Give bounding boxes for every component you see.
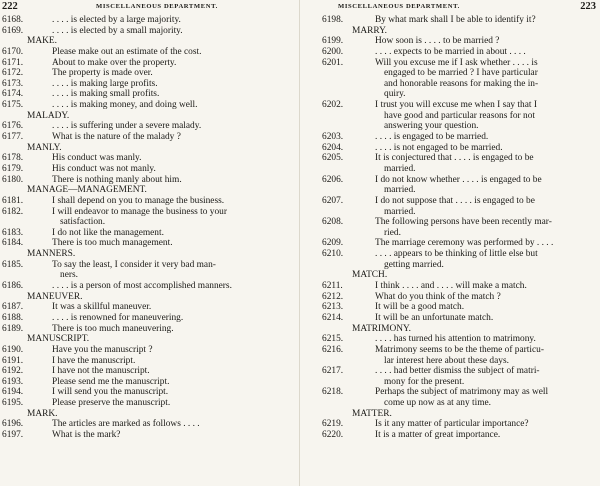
phrase-entry: [0, 313, 296, 324]
entry-number: 6171.: [2, 57, 24, 68]
entry-text: mony for the present.: [384, 376, 465, 387]
phrase-entry: [304, 302, 600, 313]
entry-number: 6179.: [2, 163, 24, 174]
entry-text: . . . . had better dismiss the subject of matri-: [375, 366, 540, 377]
phrase-entry: [0, 164, 296, 175]
entry-text: The marriage ceremony was performed by . . . .: [375, 238, 554, 249]
phrase-entry: [304, 430, 600, 441]
entry-number: 6204.: [322, 142, 344, 153]
phrase-entry: [0, 58, 296, 69]
entry-text: Have you the manuscript ?: [52, 344, 153, 355]
entry-number: 6197.: [2, 429, 24, 440]
entry-text: What is the nature of the malady ?: [52, 132, 181, 143]
entry-number: 6205.: [322, 153, 344, 164]
entry-text: Please make out an estimate of the cost.: [52, 46, 202, 57]
entry-text: About to make over the property.: [52, 57, 177, 68]
entry-number: 6174.: [2, 89, 24, 100]
entry-text: It is a matter of great importance.: [375, 429, 501, 440]
entry-number: 6184.: [2, 238, 24, 249]
entry-continuation: [304, 398, 600, 409]
entry-text: . . . . is making large profits.: [52, 78, 158, 89]
phrase-entry: [304, 419, 600, 430]
entry-text: married.: [384, 163, 416, 174]
phrase-entry: [304, 100, 600, 111]
entry-number: 6213.: [322, 302, 344, 313]
entry-continuation: [304, 377, 600, 388]
heading-text: MANEUVER.: [27, 291, 83, 302]
entry-text: Please preserve the manuscript.: [52, 398, 171, 409]
entry-text: satisfaction.: [60, 217, 106, 228]
phrase-list: [304, 15, 600, 441]
entry-number: 6214.: [322, 312, 344, 323]
entry-number: 6186.: [2, 281, 24, 292]
entry-number: 6168.: [2, 15, 24, 25]
entry-number: 6217.: [322, 366, 344, 377]
entry-text: married.: [384, 185, 416, 196]
entry-number: 6200.: [322, 46, 344, 57]
entry-number: 6188.: [2, 312, 24, 323]
entry-number: 6208.: [322, 217, 344, 228]
entry-text: lar interest here about these days.: [384, 355, 509, 366]
entry-number: 6176.: [2, 121, 24, 132]
phrase-list: [0, 15, 296, 441]
left-page: [0, 0, 296, 486]
entry-text: come up now as at any time.: [384, 398, 492, 409]
entry-number: 6210.: [322, 249, 344, 260]
phrase-entry: [0, 238, 296, 249]
entry-text: I do not know whether . . . . is engaged to be: [375, 174, 542, 185]
phrase-entry: [0, 377, 296, 388]
entry-text: . . . . is not engaged to be married.: [375, 142, 503, 153]
phrase-entry: [304, 345, 600, 356]
phrase-entry: [304, 47, 600, 58]
entry-text: The articles are marked as follows . . . .: [52, 419, 200, 430]
section-heading: [0, 143, 296, 154]
phrase-entry: [304, 281, 600, 292]
entry-number: 6194.: [2, 387, 24, 398]
entry-text: have good and particular reasons for not: [384, 110, 535, 121]
entry-continuation: [304, 207, 600, 218]
phrase-entry: [304, 334, 600, 345]
entry-text: Matrimony seems to be the theme of particu-: [375, 344, 544, 355]
heading-text: MATRIMONY.: [352, 323, 411, 334]
phrase-entry: [0, 121, 296, 132]
entry-continuation: [304, 111, 600, 122]
entry-number: 6202.: [322, 100, 344, 111]
entry-number: 6177.: [2, 132, 24, 143]
phrase-entry: [0, 175, 296, 186]
phrase-entry: [304, 15, 600, 26]
entry-text: and honorable reasons for making the in-: [384, 78, 539, 89]
right-page: [304, 0, 600, 486]
phrase-entry: [0, 324, 296, 335]
entry-text: . . . . is renowned for maneuvering.: [52, 312, 184, 323]
entry-continuation: [304, 121, 600, 132]
entry-text: I do not like the management.: [52, 227, 164, 238]
entry-number: 6183.: [2, 227, 24, 238]
heading-text: MANUSCRIPT.: [27, 334, 90, 345]
phrase-entry: [304, 132, 600, 143]
entry-text: There is too much maneuvering.: [52, 323, 174, 334]
running-title: MISCELLANEOUS DEPARTMENT.: [338, 3, 460, 10]
page-number: 223: [580, 1, 596, 12]
entry-text: It was a skillful maneuver.: [52, 302, 152, 313]
entry-number: 6173.: [2, 78, 24, 89]
entry-text: Will you excuse me if I ask whether . . . . is: [375, 57, 538, 68]
entry-text: To say the least, I consider it very bad man-: [52, 259, 216, 270]
entry-text: What is the mark?: [52, 429, 121, 440]
entry-text: What do you think of the match ?: [375, 291, 501, 302]
page-gutter: [299, 0, 300, 486]
entry-number: 6207.: [322, 195, 344, 206]
entry-text: . . . . is suffering under a severe malady.: [52, 121, 202, 132]
entry-number: 6193.: [2, 376, 24, 387]
entry-text: . . . . expects to be married in about . . . .: [375, 46, 526, 57]
entry-text: It is conjectured that . . . . is engaged to be: [375, 153, 534, 164]
section-heading: [0, 292, 296, 303]
entry-continuation: [304, 164, 600, 175]
entry-text: I shall depend on you to manage the business.: [52, 195, 225, 206]
section-heading: [0, 111, 296, 122]
heading-text: MAKE.: [27, 36, 57, 47]
entry-number: 6175.: [2, 100, 24, 111]
entry-continuation: [304, 260, 600, 271]
entry-text: The property is made over.: [52, 68, 153, 79]
entry-text: There is too much management.: [52, 238, 173, 249]
page-number: 222: [2, 1, 18, 12]
entry-text: . . . . is making money, and doing well.: [52, 100, 198, 111]
entry-text: . . . . has turned his attention to matrimony.: [375, 334, 536, 345]
phrase-entry: [304, 175, 600, 186]
phrase-entry: [0, 281, 296, 292]
phrase-entry: [304, 58, 600, 69]
entry-continuation: [304, 228, 600, 239]
phrase-entry: [0, 89, 296, 100]
heading-text: MATTER.: [352, 408, 392, 419]
phrase-entry: [0, 79, 296, 90]
section-heading: [0, 249, 296, 260]
phrase-entry: [304, 313, 600, 324]
entry-number: 6191.: [2, 355, 24, 366]
heading-text: MARRY.: [352, 25, 387, 36]
entry-number: 6198.: [322, 15, 344, 25]
phrase-entry: [304, 153, 600, 164]
entry-text: engaged to be married ? I have particular: [384, 68, 538, 79]
heading-text: MATCH.: [352, 270, 388, 281]
entry-continuation: [304, 89, 600, 100]
entry-text: . . . . is engaged to be married.: [375, 132, 489, 143]
heading-text: MANLY.: [27, 142, 62, 153]
entry-continuation: [0, 270, 296, 281]
phrase-entry: [0, 419, 296, 430]
heading-text: MARK.: [27, 408, 58, 419]
section-heading: [304, 270, 600, 281]
phrase-entry: [0, 260, 296, 271]
entry-text: Is it any matter of particular importance?: [375, 419, 529, 430]
entry-text: . . . . is elected by a large majority.: [52, 15, 181, 25]
entry-number: 6196.: [2, 419, 24, 430]
entry-continuation: [304, 185, 600, 196]
phrase-entry: [0, 430, 296, 441]
phrase-entry: [304, 36, 600, 47]
section-heading: [0, 36, 296, 47]
phrase-entry: [0, 132, 296, 143]
entry-number: 6192.: [2, 366, 24, 377]
entry-text: It will be an unfortunate match.: [375, 312, 494, 323]
phrase-entry: [304, 238, 600, 249]
phrase-entry: [0, 356, 296, 367]
phrase-entry: [304, 366, 600, 377]
entry-number: 6199.: [322, 36, 344, 47]
entry-text: I think . . . . and . . . . will make a match.: [375, 281, 527, 292]
heading-text: MANNERS.: [27, 249, 76, 260]
entry-number: 6180.: [2, 174, 24, 185]
phrase-entry: [0, 207, 296, 218]
section-heading: [304, 26, 600, 37]
entry-number: 6185.: [2, 259, 24, 270]
entry-number: 6170.: [2, 46, 24, 57]
entry-text: quiry.: [384, 89, 406, 100]
entry-text: getting married.: [384, 259, 444, 270]
phrase-entry: [0, 302, 296, 313]
phrase-entry: [304, 387, 600, 398]
entry-text: married.: [384, 206, 416, 217]
section-heading: [0, 409, 296, 420]
entry-number: 6201.: [322, 57, 344, 68]
entry-text: I do not suppose that . . . . is engaged to be: [375, 195, 535, 206]
entry-number: 6218.: [322, 387, 344, 398]
entry-number: 6182.: [2, 206, 24, 217]
entry-number: 6187.: [2, 302, 24, 313]
entry-text: Perhaps the subject of matrimony may as well: [375, 387, 549, 398]
phrase-entry: [0, 47, 296, 58]
phrase-entry: [0, 153, 296, 164]
phrase-entry: [0, 228, 296, 239]
entry-number: 6216.: [322, 344, 344, 355]
entry-text: The following persons have been recently mar-: [375, 217, 552, 228]
entry-text: I trust you will excuse me when I say that I: [375, 100, 537, 111]
entry-text: answering your question.: [384, 121, 479, 132]
entry-text: . . . . is making small profits.: [52, 89, 160, 100]
phrase-entry: [304, 292, 600, 303]
entry-continuation: [304, 79, 600, 90]
phrase-entry: [0, 387, 296, 398]
entry-number: 6209.: [322, 238, 344, 249]
entry-text: His conduct was manly.: [52, 153, 142, 164]
phrase-entry: [0, 345, 296, 356]
entry-number: 6212.: [322, 291, 344, 302]
entry-text: I will endeavor to manage the business to your: [52, 206, 227, 217]
entry-continuation: [304, 356, 600, 367]
entry-text: . . . . is a person of most accomplished manners.: [52, 281, 232, 292]
entry-number: 6172.: [2, 68, 24, 79]
entry-number: 6190.: [2, 344, 24, 355]
entry-continuation: [304, 68, 600, 79]
entry-continuation: [0, 217, 296, 228]
running-title: MISCELLANEOUS DEPARTMENT.: [96, 3, 218, 10]
entry-number: 6203.: [322, 132, 344, 143]
entry-text: I have the manuscript.: [52, 355, 136, 366]
phrase-entry: [0, 196, 296, 207]
entry-number: 6178.: [2, 153, 24, 164]
page-header: [304, 1, 600, 13]
entry-number: 6211.: [322, 281, 343, 292]
entry-number: 6219.: [322, 419, 344, 430]
entry-number: 6195.: [2, 398, 24, 409]
entry-number: 6169.: [2, 25, 24, 36]
entry-text: ried.: [384, 227, 401, 238]
phrase-entry: [304, 249, 600, 260]
phrase-entry: [0, 100, 296, 111]
entry-number: 6220.: [322, 429, 344, 440]
entry-text: ners.: [60, 270, 78, 281]
phrase-entry: [0, 26, 296, 37]
entry-text: There is nothing manly about him.: [52, 174, 182, 185]
entry-text: . . . . appears to be thinking of little else but: [375, 249, 538, 260]
entry-number: 6181.: [2, 195, 24, 206]
entry-number: 6215.: [322, 334, 344, 345]
entry-text: His conduct was not manly.: [52, 163, 156, 174]
entry-text: How soon is . . . . to be married ?: [375, 36, 500, 47]
entry-text: I have not the manuscript.: [52, 366, 150, 377]
page-header: [0, 1, 296, 13]
phrase-entry: [304, 196, 600, 207]
section-heading: [0, 334, 296, 345]
heading-text: MANAGE—MANAGEMENT.: [27, 185, 147, 196]
phrase-entry: [0, 15, 296, 26]
section-heading: [0, 185, 296, 196]
entry-text: It will be a good match.: [375, 302, 465, 313]
entry-text: I will send you the manuscript.: [52, 387, 169, 398]
entry-number: 6189.: [2, 323, 24, 334]
phrase-entry: [0, 366, 296, 377]
phrase-entry: [0, 68, 296, 79]
phrase-entry: [304, 217, 600, 228]
phrase-entry: [0, 398, 296, 409]
entry-text: Please send me the manuscript.: [52, 376, 170, 387]
entry-text: . . . . is elected by a small majority.: [52, 25, 183, 36]
section-heading: [304, 324, 600, 335]
entry-number: 6206.: [322, 174, 344, 185]
phrase-entry: [304, 143, 600, 154]
entry-text: By what mark shall I be able to identify it?: [375, 15, 536, 25]
section-heading: [304, 409, 600, 420]
heading-text: MALADY.: [27, 110, 70, 121]
